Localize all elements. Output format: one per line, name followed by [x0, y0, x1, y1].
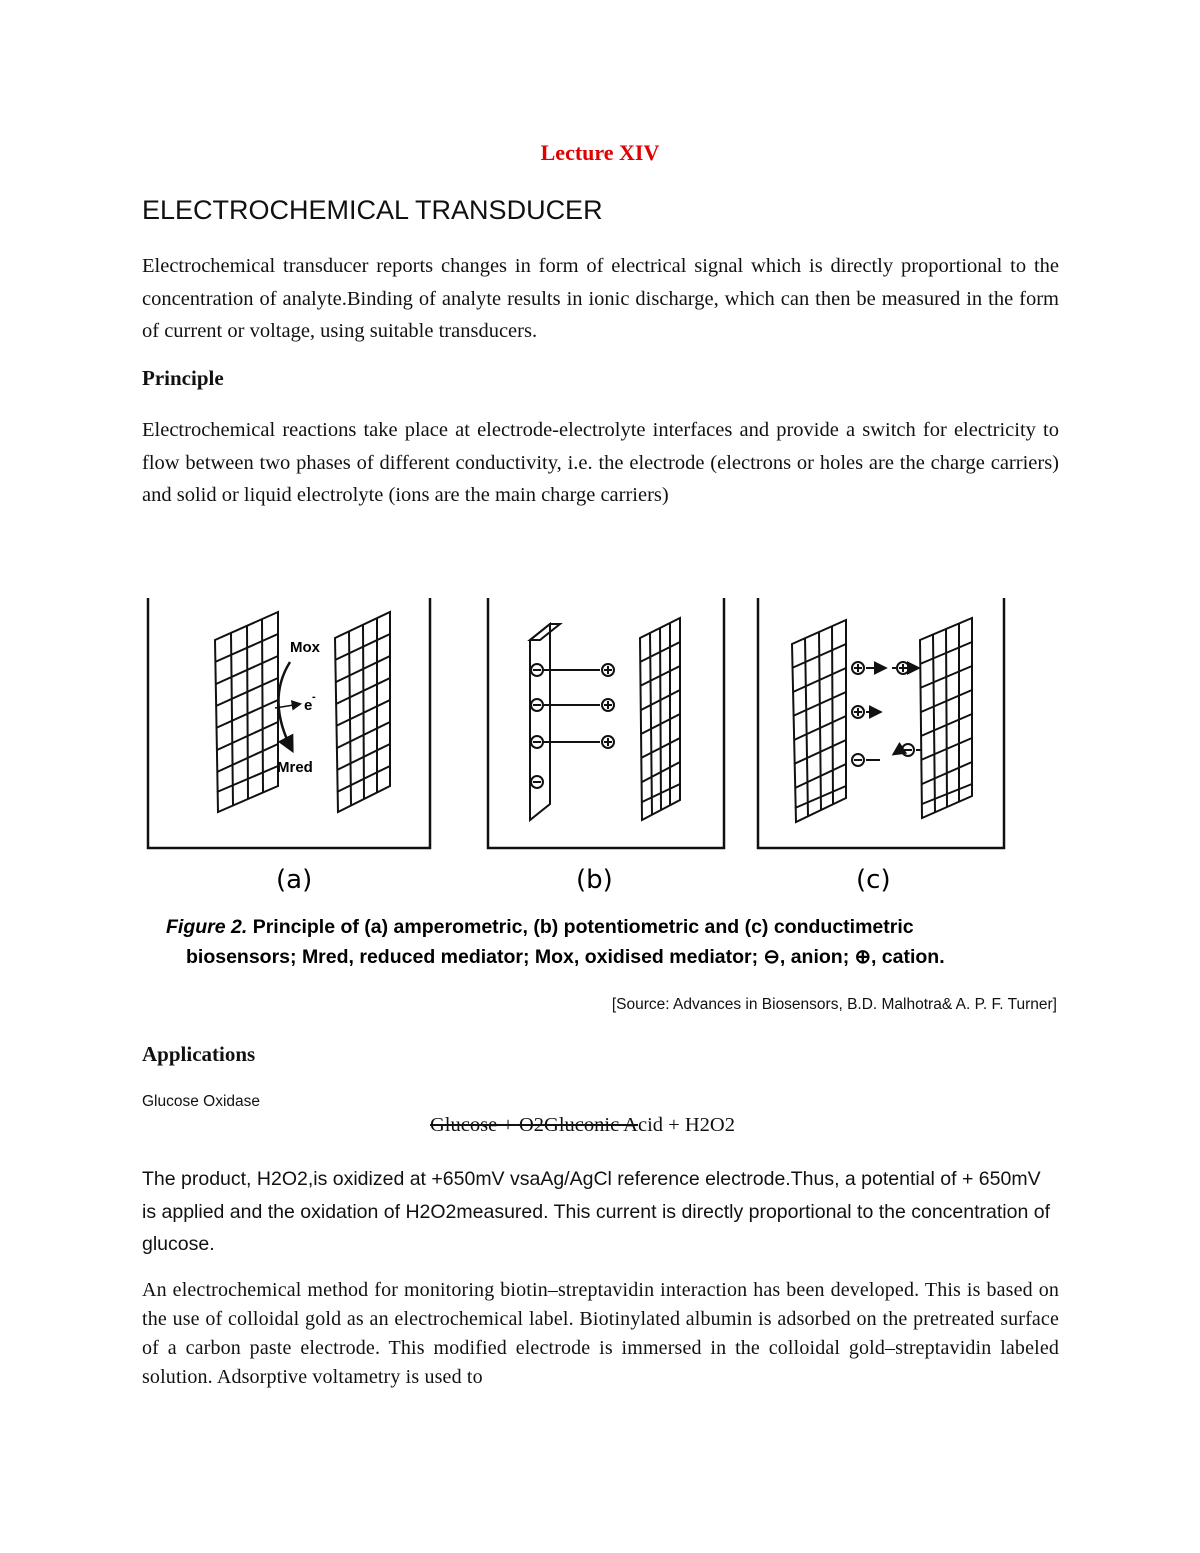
figure-caption-line-1	[166, 916, 914, 938]
panel-c-left-electrode	[792, 620, 846, 822]
applications-heading: Applications	[142, 1042, 256, 1066]
panel-b-frame	[488, 598, 724, 848]
panel-label-a: (a)	[276, 865, 313, 895]
equation-rest-part: cid + H2O2	[637, 1114, 735, 1136]
section-heading: ELECTROCHEMICAL TRANSDUCER	[142, 195, 603, 225]
figure-source: [Source: Advances in Biosensors, B.D. Malhotra& A. P. F. Turner]	[611, 996, 1057, 1013]
figure-caption-label: Figure 2.	[166, 916, 248, 938]
panel-a-right-electrode	[335, 612, 390, 812]
reaction-equation	[430, 1114, 735, 1137]
panel-b-ions	[531, 664, 614, 788]
panel-c-ions	[852, 662, 922, 766]
figure-2	[140, 590, 1060, 980]
biotin-streptavidin-paragraph: An electrochemical method for monitoring biotin–streptavidin interaction has been developed. This is based on the use of colloidal gold as an electrochemical label. Biotinylated albumin is adsorbed on the pretreated surface of a carbon paste electrode. This modified electrode is immersed in the colloidal gold–streptavidin labeled solution. Adsorptive voltametry is used to	[142, 1279, 1059, 1388]
panel-label-b: (b)	[576, 865, 613, 895]
panel-a-left-electrode	[215, 612, 278, 812]
enzyme-label: Glucose Oxidase	[142, 1093, 261, 1110]
electron-sup-label: -	[312, 691, 316, 703]
figure-caption-text-1: Principle of (a) amperometric, (b) potentiometric and (c) conductimetric	[247, 916, 914, 938]
figure-caption-line-2: biosensors; Mred, reduced mediator; Mox, oxidised mediator; ⊖, anion; ⊕, cation.	[186, 946, 945, 968]
mred-label: Mred	[277, 759, 313, 776]
principle-heading: Principle	[142, 366, 224, 390]
panel-b-slab-electrode	[530, 624, 560, 820]
lecture-title: Lecture XIV	[540, 140, 660, 165]
equation-struck-part: Glucose + O2Gluconic A	[430, 1114, 638, 1136]
intro-paragraph: Electrochemical transducer reports changes in form of electrical signal which is directly proportional to the concentration of analyte.Binding of analyte results in ionic discharge, which can then be measured in the form of current or voltage, using suitable transducers.	[142, 255, 1059, 342]
glucose-oxidation-paragraph: The product, H2O2,is oxidized at +650mV vsaAg/AgCl reference electrode.Thus, a potential of + 650mV is applied and the oxidation of H2O2measured. This current is directly proportional to the concentration of glucose.	[142, 1168, 1050, 1255]
panel-label-c: (c)	[856, 865, 891, 895]
panel-c-right-electrode	[920, 618, 972, 818]
electrochemical-principle-diagram	[140, 590, 1060, 980]
principle-paragraph: Electrochemical reactions take place at electrode-electrolyte interfaces and provide a switch for electricity to flow between two phases of different conductivity, i.e. the electrode (electrons or holes are the charge carriers) and solid or liquid electrolyte (ions are the main charge carriers)	[142, 419, 1059, 506]
electron-label: e	[304, 697, 313, 714]
mox-label: Mox	[290, 639, 320, 656]
panel-b-right-electrode	[640, 618, 680, 820]
